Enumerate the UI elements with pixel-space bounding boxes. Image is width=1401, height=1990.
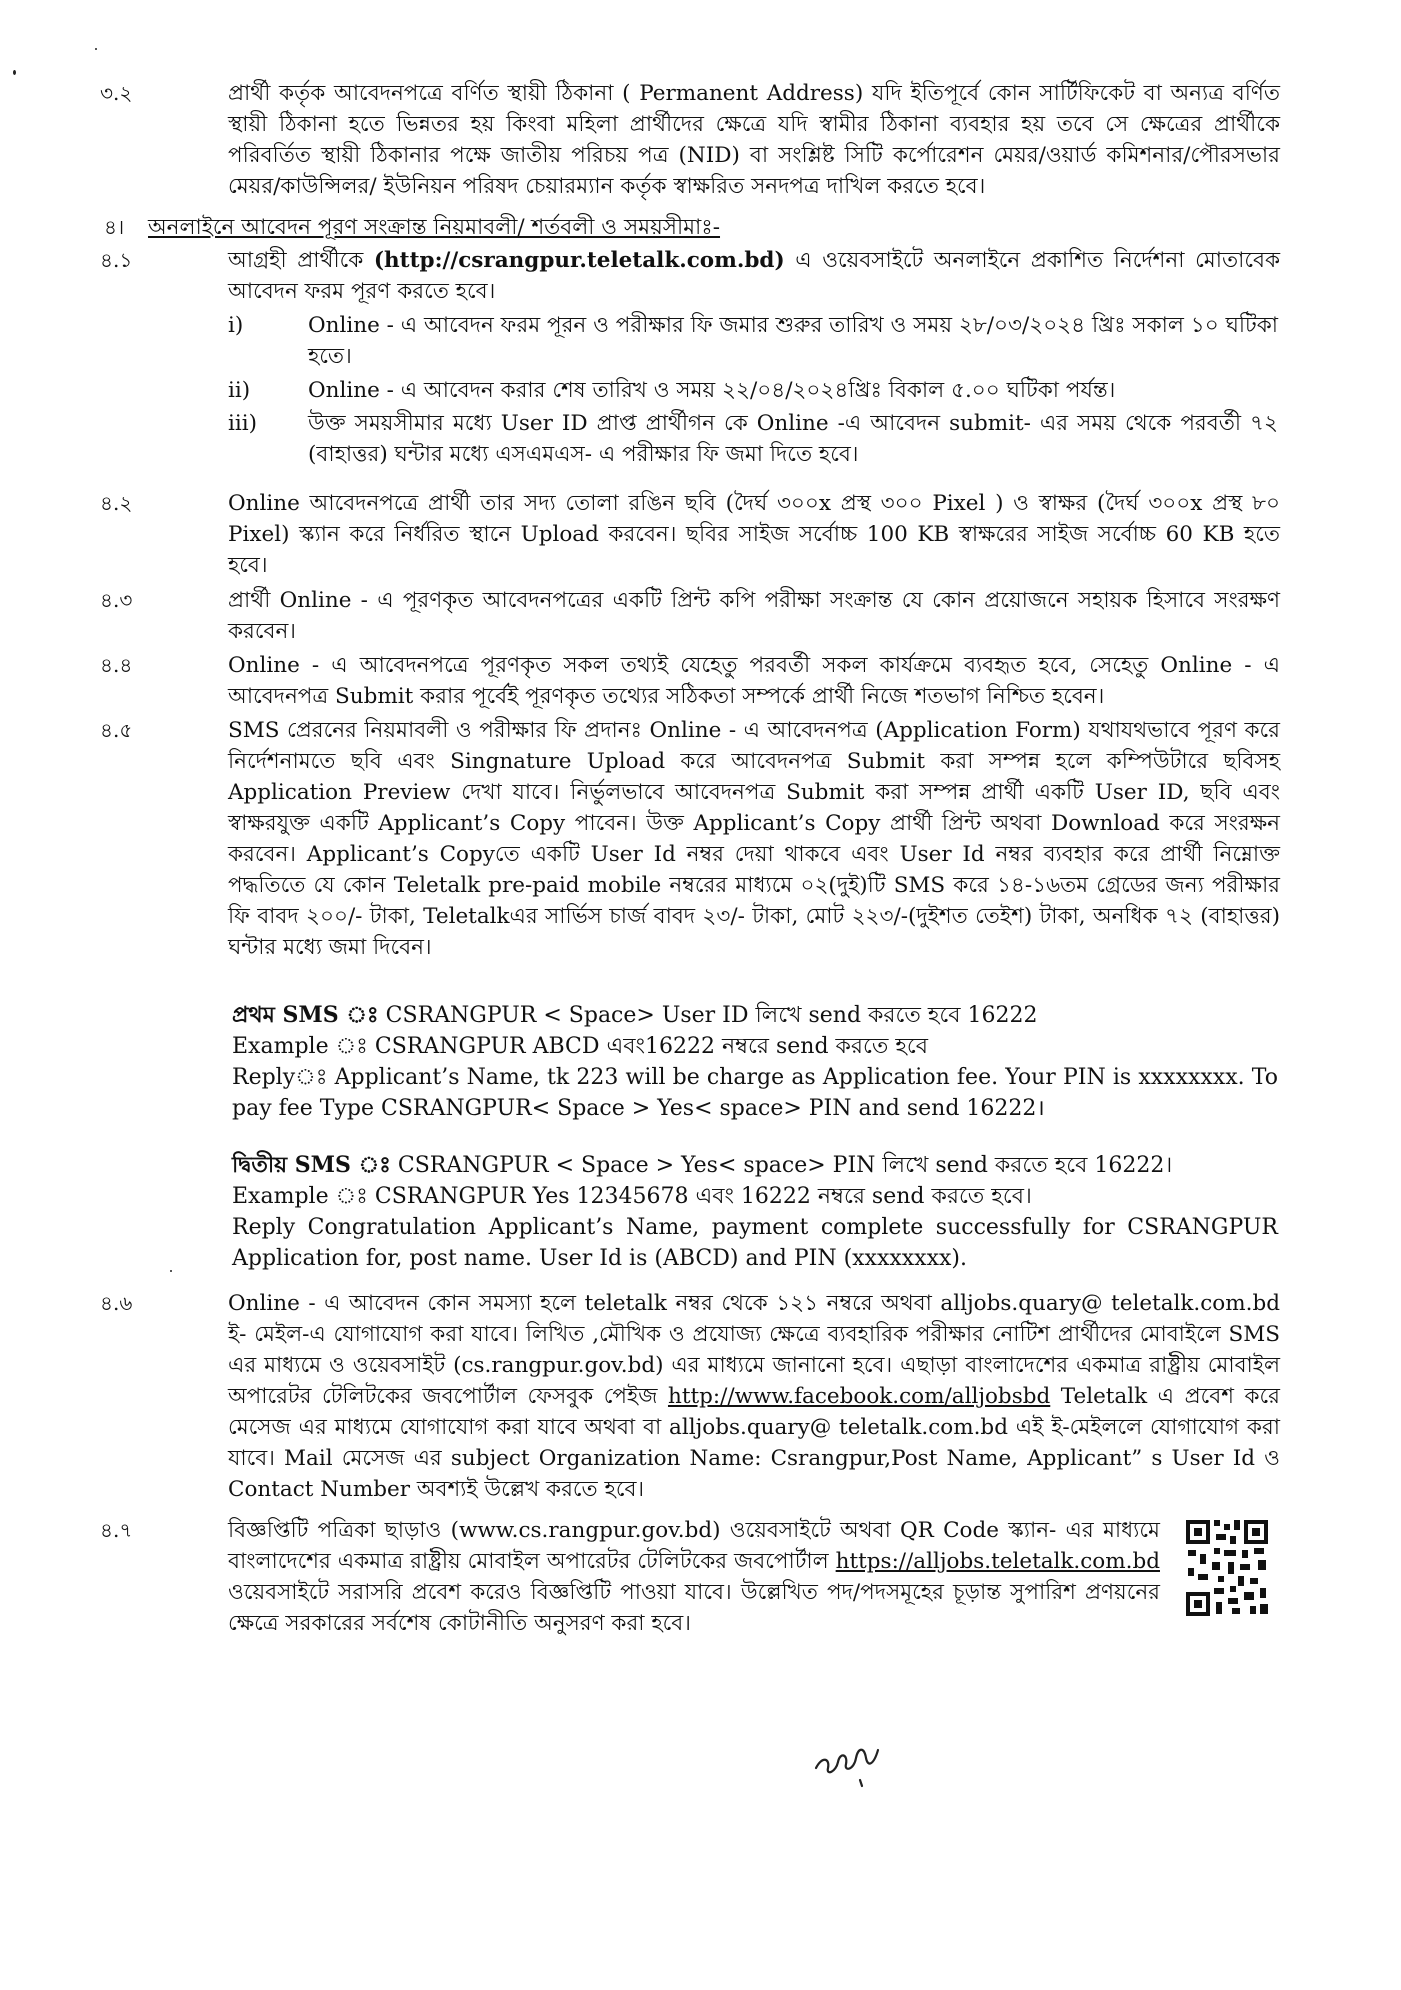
- facebook-link[interactable]: http://www.facebook.com/alljobsbd: [667, 1384, 1051, 1409]
- sms-second-line-1: দ্বিতীয় SMS ঃ CSRANGPUR < Space > Yes< space> PIN লিখে send করতে হবে 16222।: [232, 1152, 1173, 1178]
- clause-number: ৪.৪: [100, 653, 133, 677]
- sms-second-example: Example ঃ CSRANGPUR Yes 12345678 এবং 16222 নম্বরে send করতে হবে।: [232, 1184, 1032, 1209]
- section-number: ৪।: [104, 215, 125, 239]
- clause-4-4: [100, 650, 1280, 712]
- clause-4-1-iii: [228, 408, 1278, 470]
- clause-4-6: [100, 1288, 1280, 1505]
- clause-4-1-ii: [228, 375, 1278, 406]
- item-text: Online - এ আবেদন করার শেষ তারিখ ও সময় ২২/০৪/২০২৪খ্রিঃ বিকাল ৫.০০ ঘটিকা পর্যন্ত।: [308, 378, 1116, 403]
- clause-4-5: [100, 715, 1280, 963]
- sms-second-reply: Reply Congratulation Applicant’s Name, payment complete successfully for CSRANGPUR Application for, post name. User Id is (ABCD) and PIN (xxxxxxxx).: [232, 1215, 1278, 1271]
- clause-text: প্রার্থী Online - এ পূরণকৃত আবেদনপত্রের একটি প্রিন্ট কপি পরীক্ষা সংক্রান্ত যে কোন প্রয়োজনে সহায়ক হিসাবে সংরক্ষণ করবেন।: [228, 588, 1280, 644]
- item-numeral: i): [228, 313, 244, 338]
- item-text: Online - এ আবেদন ফরম পূরন ও পরীক্ষার ফি জমার শুরুর তারিখ ও সময় ২৮/০৩/২০২৪ খ্রিঃ সকাল ১০ ঘটিকা হতে।: [308, 313, 1278, 369]
- sms-first-line-1: প্রথম SMS ঃ CSRANGPUR < Space> User ID লিখে send করতে হবে 16222: [232, 1002, 1038, 1028]
- clause-text: Online আবেদনপত্রে প্রার্থী তার সদ্য তোলা রঙিন ছবি (দৈর্ঘ ৩০০x প্রস্থ ৩০০ Pixel ) ও স্বাক্ষর (দৈর্ঘ ৩০০x প্রস্থ ৮০ Pixel) স্ক্যান করে নির্ধরিত স্থানে Upload করবেন। ছবির সাইজ সর্বোচ্চ 100 KB স্বাক্ষরের সাইজ সর্বোচ্চ 60 KB হতে হবে।: [228, 491, 1280, 578]
- clause-number: ৪.৬: [100, 1291, 133, 1315]
- portal-url[interactable]: (http://csrangpur.teletalk.com.bd): [373, 248, 785, 273]
- sms-first-example: Example ঃ CSRANGPUR ABCD এবং16222 নম্বরে send করতে হবে: [232, 1034, 929, 1059]
- clause-number: ৩.২: [100, 81, 133, 105]
- clause-text: বিজ্ঞপ্তিটি পত্রিকা ছাড়াও (www.cs.rangpur.gov.bd) ওয়েবসাইটে অথবা QR Code স্ক্যান- এর মাধ্যমে বাংলাদেশের একমাত্র রাষ্ট্রীয় মোবাইল অপারেটর টেলিটকের জবপোর্টাল https://alljobs.teletalk.com.bd ওয়েবসাইটে সরাসরি প্রবেশ করেও বিজ্ঞপ্তিটি পাওয়া যাবে। উল্লেখিত পদ/পদসমূহের চূড়ান্ত সুপারিশ প্রণয়নের ক্ষেত্রে সরকারের সর্বশেষ কোটানীতি অনুসরণ করা হবে।: [228, 1518, 1160, 1636]
- scan-speck: [170, 1270, 172, 1272]
- sms-second-label: দ্বিতীয় SMS ঃ: [232, 1152, 391, 1178]
- clause-text: Online - এ আবেদন কোন সমস্যা হলে teletalk নম্বর থেকে ১২১ নম্বরে অথবা alljobs.quary@ teletalk.com.bd ই- মেইল-এ যোগাযোগ করা যাবে। লিখিত ,মৌখিক ও প্রযোজ্য ক্ষেত্রে ব্যবহারিক পরীক্ষার নোটিশ প্রার্থীদের মোবাইলে SMS এর মাধ্যমে ও ওয়েবসাইট (cs.rangpur.gov.bd) এর মাধ্যমে জানানো হবে। এছাড়া বাংলাদেশের একমাত্র রাষ্ট্রীয় মোবাইল অপারেটর টেলিটকের জবপোর্টাল ফেসবুক পেইজ http://www.facebook.com/alljobsbd Teletalk এ প্রবেশ করে মেসেজ এর মাধ্যমে যোগাযোগ করা যাবে অথবা বা alljobs.quary@ teletalk.com.bd এই ই-মেইললে যোগাযোগ করা যাবে। Mail মেসেজ এর subject Organization Name: Csrangpur,Post Name, Applicant” s User Id ও Contact Number অবশ্যই উল্লেখ করতে হবে।: [228, 1291, 1280, 1502]
- scan-speck: [95, 48, 97, 50]
- section-title: অনলাইনে আবেদন পূরণ সংক্রান্ত নিয়মাবলী/ শর্তবলী ও সময়সীমাঃ-: [148, 215, 721, 240]
- item-numeral: ii): [228, 378, 251, 403]
- sms-first-block: [232, 1000, 1278, 1124]
- scan-speck: [13, 70, 16, 75]
- clause-4-3: [100, 585, 1280, 647]
- clause-number: ৪.২: [100, 491, 133, 515]
- clause-4-1-i: [228, 310, 1278, 372]
- section-4-heading: [104, 212, 1280, 243]
- clause-3-2: [100, 78, 1280, 202]
- alljobs-link[interactable]: https://alljobs.teletalk.com.bd: [835, 1549, 1160, 1574]
- sms-first-label: প্রথম SMS ঃ: [232, 1002, 379, 1028]
- sms-first-reply: Replyঃ Applicant’s Name, tk 223 will be charge as Application fee. Your PIN is xxxxxxxx. To pay fee Type CSRANGPUR< Space > Yes< space> PIN and send 16222।: [232, 1065, 1278, 1121]
- qr-code-icon[interactable]: [1184, 1518, 1270, 1618]
- item-text: উক্ত সময়সীমার মধ্যে User ID প্রাপ্ত প্রার্থীগন কে Online -এ আবেদন submit- এর সময় থেকে পরবর্তী ৭২ (বাহাত্তর) ঘন্টার মধ্যে এসএমএস- এ পরীক্ষার ফি জমা দিতে হবে।: [308, 411, 1278, 467]
- clause-number: ৪.৫: [100, 718, 133, 742]
- clause-text: প্রার্থী কর্তৃক আবেদনপত্রে বর্ণিত স্থায়ী ঠিকানা ( Permanent Address) যদি ইতিপূর্বে কোন সার্টিফিকেট বা অন্যত্র বর্ণিত স্থায়ী ঠিকানা হতে ভিন্নতর হয় কিংবা মহিলা প্রার্থীদের ক্ষেত্রে যদি স্বামীর ঠিকানা ব্যবহার হয় তবে সে ক্ষেত্রের প্রার্থীকে পরিবর্তিত স্থায়ী ঠিকানার পক্ষে জাতীয় পরিচয় পত্র (NID) বা সংশ্লিষ্ট সিটি কর্পোরেশন মেয়র/ওয়ার্ড কমিশনার/পৌরসভার মেয়র/কাউন্সিলর/ ইউনিয়ন পরিষদ চেয়ারম্যান কর্তৃক স্বাক্ষরিত সনদপত্র দাখিল করতে হবে।: [228, 81, 1280, 199]
- clause-text: Online - এ আবেদনপত্রে পূরণকৃত সকল তথ্যই যেহেতু পরবর্তী সকল কার্যক্রমে ব্যবহৃত হবে, সেহেতু Online - এ আবেদনপত্র Submit করার পূর্বেই পূরণকৃত তথ্যের সঠিকতা সম্পর্কে প্রার্থী নিজে শতভাগ নিশ্চিত হবেন।: [228, 653, 1280, 709]
- clause-number: ৪.৭: [100, 1518, 133, 1542]
- clause-text: আগ্রহী প্রার্থীকে (http://csrangpur.teletalk.com.bd) এ ওয়েবসাইটে অনলাইনে প্রকাশিত নির্দেশনা মোতাবেক আবেদন ফরম পূরণ করতে হবে।: [228, 248, 1280, 304]
- clause-4-7: [100, 1515, 1280, 1639]
- clause-text: SMS প্রেরনের নিয়মাবলী ও পরীক্ষার ফি প্রদানঃ Online - এ আবেদনপত্র (Application Form) যথাযথভাবে পূরণ করে নির্দেশনামতে ছবি এবং Singnature Upload করে আবেদনপত্র Submit করা সম্পন্ন হলে কম্পিউটারে ছবিসহ Application Preview দেখা যাবে। নির্ভুলভাবে আবেদনপত্র Submit করা সম্পন্ন প্রার্থী একটি User ID, ছবি এবং স্বাক্ষরযুক্ত একটি Applicant’s Copy পাবেন। উক্ত Applicant’s Copy প্রার্থী প্রিন্ট অথবা Download করে সংরক্ষন করবেন। Applicant’s Copyতে একটি User Id নম্বর দেয়া থাকবে এবং User Id নম্বর ব্যবহার করে প্রার্থী নিম্নোক্ত পদ্ধতিতে যে কোন Teletalk pre-paid mobile নম্বরের মাধ্যমে ০২(দুই)টি SMS করে ১৪-১৬তম গ্রেডের জন্য পরীক্ষার ফি বাবদ ২০০/- টাকা, Teletalkএর সার্ভিস চার্জ বাবদ ২৩/- টাকা, মোট ২২৩/-(দুইশত তেইশ) টাকা, অনধিক ৭২ (বাহাত্তর) ঘন্টার মধ্যে জমা দিবেন।: [228, 718, 1280, 960]
- item-numeral: iii): [228, 411, 258, 436]
- sms-second-block: [232, 1150, 1278, 1274]
- signature-mark: [808, 1728, 888, 1788]
- clause-4-2: [100, 488, 1280, 581]
- clause-4-1: [100, 245, 1280, 307]
- clause-number: ৪.৩: [100, 588, 133, 612]
- clause-number: ৪.১: [100, 248, 133, 272]
